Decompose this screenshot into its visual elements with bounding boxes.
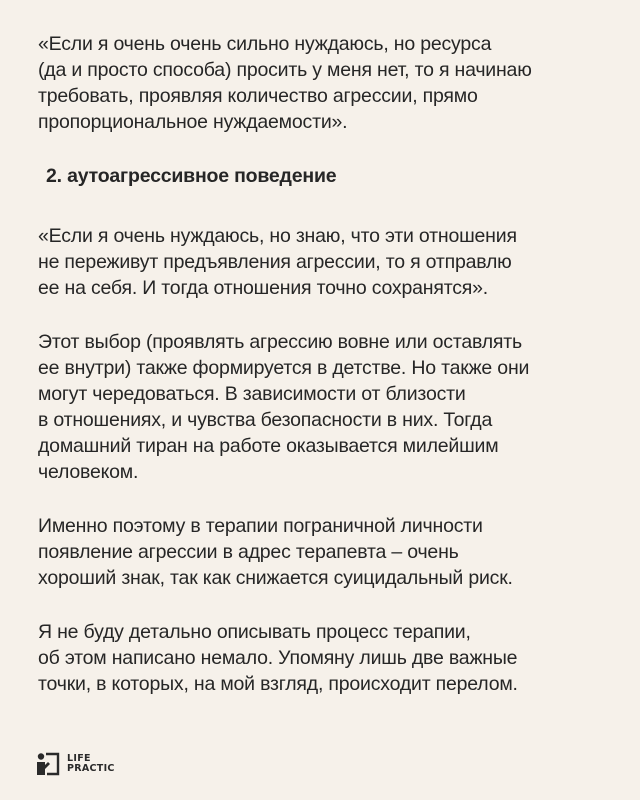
- brand-line-2: PRACTIC: [67, 763, 115, 774]
- text-line: Именно поэтому в терапии пограничной личности: [38, 515, 483, 537]
- paragraph-therapy: [38, 513, 618, 591]
- quote-autoaggression: [38, 223, 618, 301]
- text-line: не переживут предъявления агрессии, то я отправлю: [38, 251, 512, 273]
- paragraph-turning-points: [38, 619, 618, 697]
- person-at-board-icon: [36, 752, 60, 776]
- article-body: [38, 31, 618, 725]
- paragraph-choice: [38, 329, 618, 485]
- brand-line-1: LIFE: [67, 753, 91, 764]
- text-line: «Если я очень очень сильно нуждаюсь, но ресурса: [38, 33, 492, 55]
- text-line: требовать, проявляя количество агрессии, прямо: [38, 85, 478, 107]
- text-line: ее на себя. И тогда отношения точно сохранятся».: [38, 277, 488, 299]
- text-line: в отношениях, и чувства безопасности в них. Тогда: [38, 409, 493, 431]
- quote-aggression-outward: [38, 31, 618, 135]
- text-line: Я не буду детально описывать процесс терапии,: [38, 621, 471, 643]
- brand-name: [67, 754, 115, 774]
- text-line: «Если я очень нуждаюсь, но знаю, что эти отношения: [38, 225, 517, 247]
- text-line: точки, в которых, на мой взгляд, происходит перелом.: [38, 673, 518, 695]
- text-line: появление агрессии в адрес терапевта – очень: [38, 541, 459, 563]
- text-line: домашний тиран на работе оказывается милейшим: [38, 435, 499, 457]
- text-line: Этот выбор (проявлять агрессию вовне или оставлять: [38, 331, 522, 353]
- text-line: человеком.: [38, 461, 139, 483]
- brand-logo: [36, 752, 115, 776]
- text-line: (да и просто способа) просить у меня нет, то я начинаю: [38, 59, 532, 81]
- text-line: ее внутри) также формируется в детстве. Но также они: [38, 357, 530, 379]
- text-line: хороший знак, так как снижается суицидальный риск.: [38, 567, 513, 589]
- text-line: об этом написано немало. Упомяну лишь две важные: [38, 647, 518, 669]
- text-line: могут чередоваться. В зависимости от близости: [38, 383, 466, 405]
- section-heading: 2. аутоагрессивное поведение: [46, 165, 337, 187]
- text-line: пропорциональное нуждаемости».: [38, 111, 348, 133]
